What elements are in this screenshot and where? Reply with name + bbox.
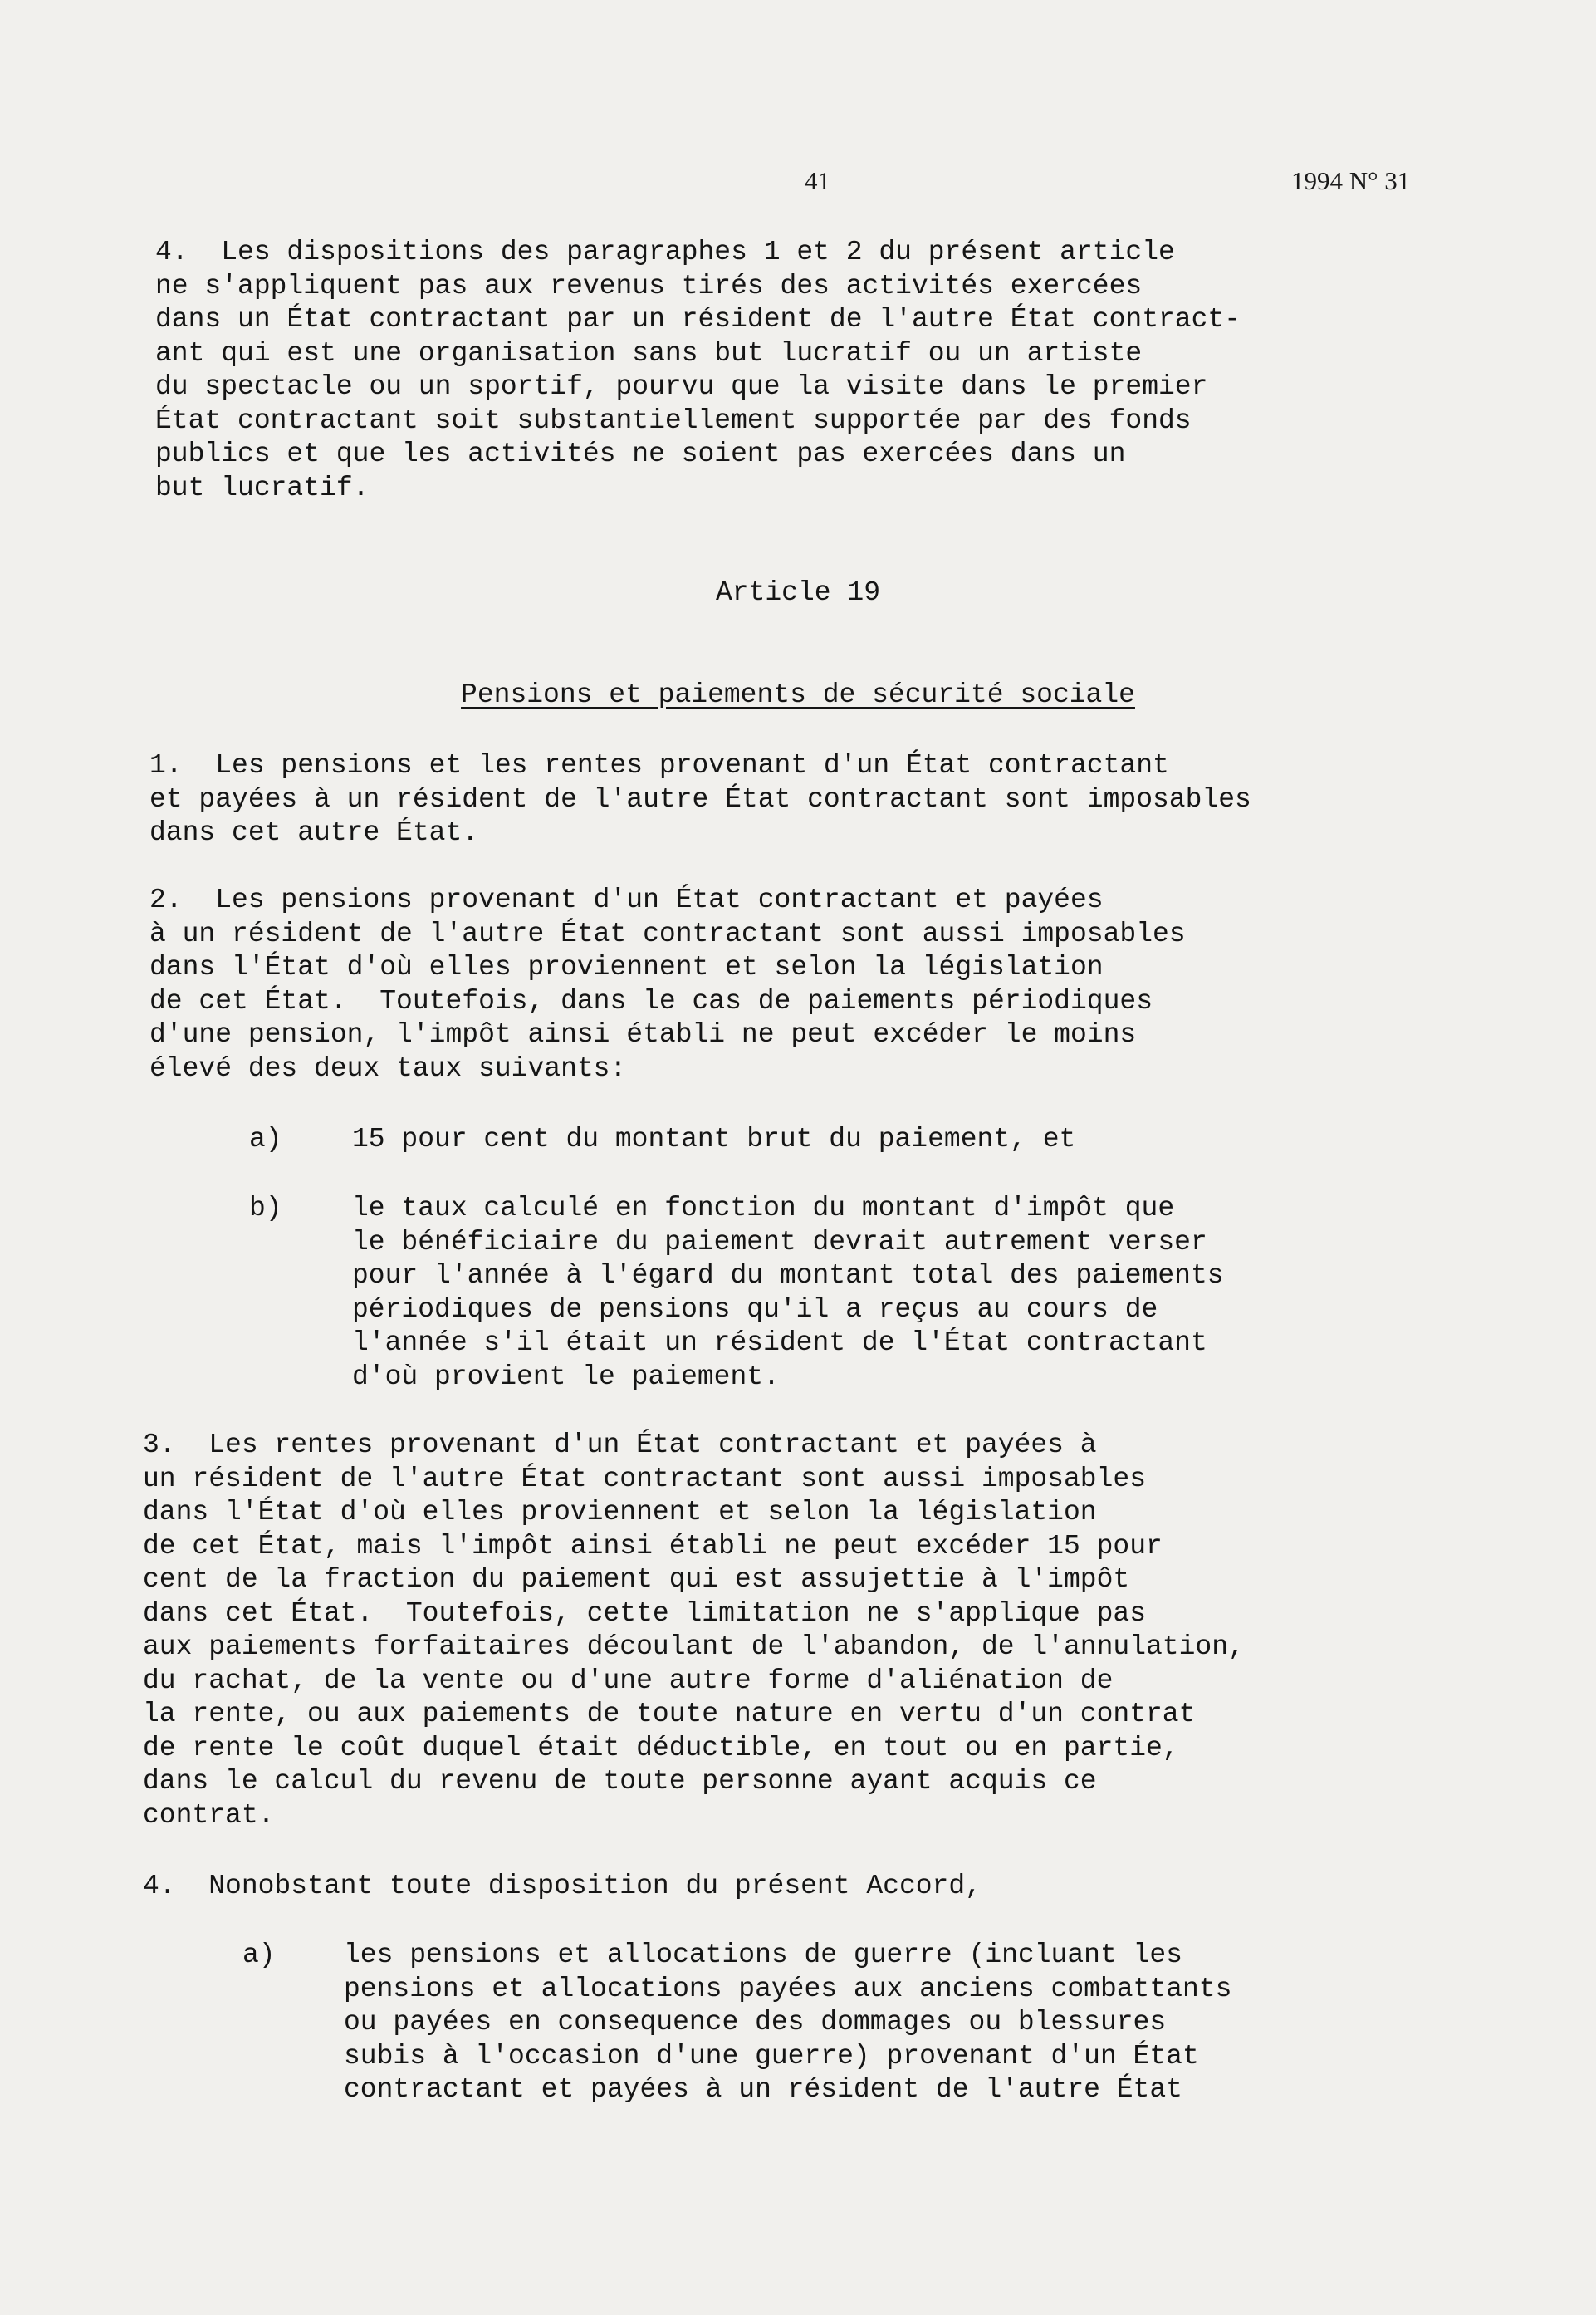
article-subtitle: Pensions et paiements de sécurité sociale	[461, 679, 1135, 710]
item-4a-label: a)	[242, 1940, 276, 1970]
page-number: 41	[805, 166, 830, 195]
article-subtitle-wrap	[0, 679, 1596, 713]
item-2a-text: 15 pour cent du montant brut du paiement, et	[352, 1124, 1076, 1155]
paragraph-4-previous-article: 4. Les dispositions des paragraphes 1 et 2 du présent article ne s'appliquent pas aux revenus tirés des activités exercées dans un État contractant par un résident de l'autre État contract- ant qui est une organisation sans but lucratif ou un artiste du spectacle ou un sportif, pourvu que la visite dans le premier État contractant soit substantiellement supportée par des fonds publics et que les activités ne soient pas exercées dans un but lucratif.	[155, 237, 1241, 503]
item-2a-label: a)	[249, 1124, 282, 1155]
paragraph-2: 2. Les pensions provenant d'un État contractant et payées à un résident de l'autre État contractant sont aussi imposables dans l'État d'où elles proviennent et selon la législation de cet État. Toutefois, dans le cas de paiements périodiques d'une pension, l'impôt ainsi établi ne peut excéder le moins élevé des deux taux suivants:	[149, 885, 1186, 1084]
item-4a-text: les pensions et allocations de guerre (incluant les pensions et allocations payées aux anciens combattants ou payées en consequence des dommages ou blessures subis à l'occasion d'une guerre) provenant d'un État contractant et payées à un résident de l'autre État	[344, 1940, 1232, 2105]
document-reference: 1994 N° 31	[1291, 166, 1411, 195]
item-2b-label: b)	[249, 1193, 282, 1224]
item-2b-text: le taux calculé en fonction du montant d'impôt que le bénéficiaire du paiement devrait autrement verser pour l'année à l'égard du montant total des paiements périodiques de pensions qu'il a reçus au cours de l'année s'il était un résident de l'État contractant d'où provient le paiement.	[352, 1193, 1224, 1392]
article-title: Article 19	[715, 577, 881, 608]
paragraph-1: 1. Les pensions et les rentes provenant d'un État contractant et payées à un résident de l'autre État contractant sont imposables dans cet autre État.	[149, 750, 1251, 848]
paragraph-4: 4. Nonobstant toute disposition du présent Accord,	[143, 1871, 982, 1901]
paragraph-3: 3. Les rentes provenant d'un État contractant et payées à un résident de l'autre État contractant sont aussi imposables dans l'État d'où elles proviennent et selon la législation de cet État, mais l'impôt ainsi établi ne peut excéder 15 pour cent de la fraction du paiement qui est assujettie à l'impôt dans cet État. Toutefois, cette limitation ne s'applique pas aux paiements forfaitaires découlant de l'abandon, de l'annulation, du rachat, de la vente ou d'une autre forme d'aliénation de la rente, ou aux paiements de toute nature en vertu d'un contrat de rente le coût duquel était déductible, en tout ou en partie, dans le calcul du revenu de toute personne ayant acquis ce contrat.	[143, 1430, 1245, 1831]
